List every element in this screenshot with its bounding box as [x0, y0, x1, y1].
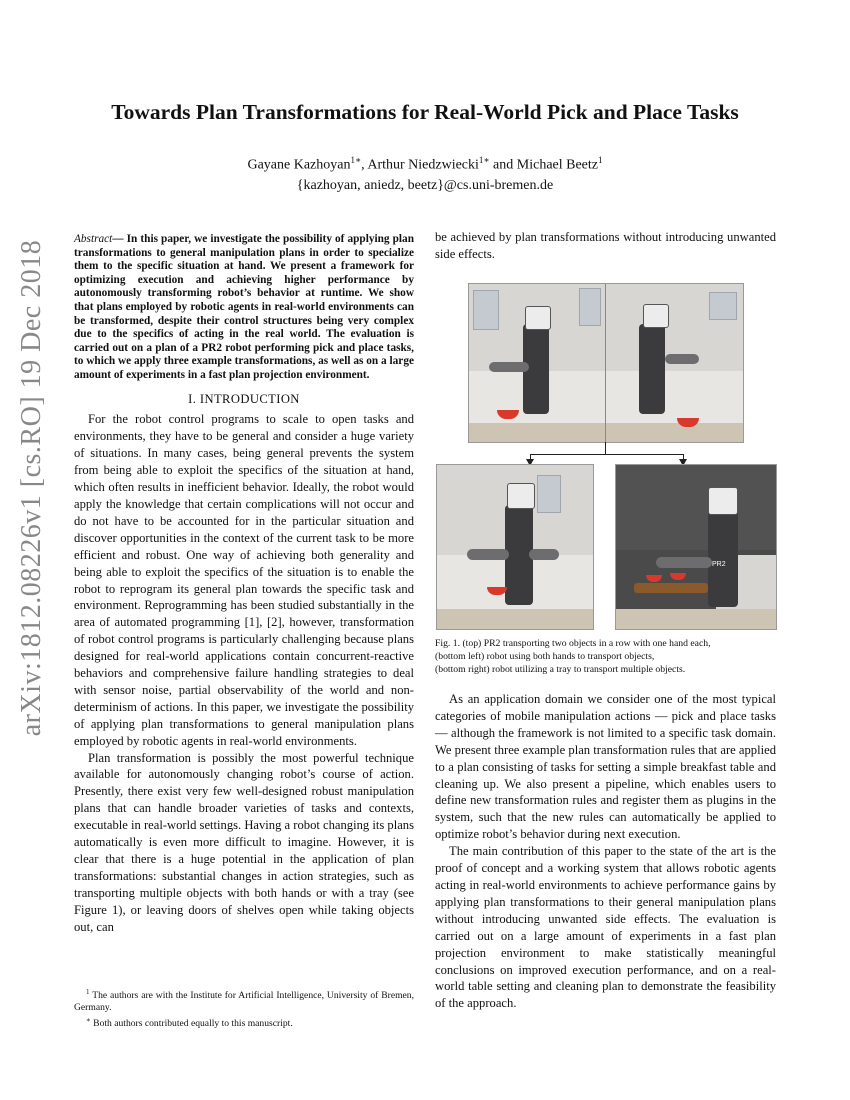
- author-name: Arthur Niedzwiecki: [367, 157, 479, 173]
- bowl-icon: [646, 575, 662, 582]
- author-affiliation-mark: 1: [598, 155, 603, 165]
- footnote-equal-contribution: ∗ Both authors contributed equally to this manuscript.: [86, 1016, 293, 1030]
- arxiv-identifier: arXiv:1812.08226v1 [cs.RO] 19 Dec 2018: [16, 239, 48, 737]
- left-column: [74, 233, 414, 936]
- right-column: [435, 229, 776, 263]
- author-block: [60, 150, 790, 196]
- intro-paragraph-1: For the robot control programs to scale to open tasks and environments, they have to be general and consider a huge variety of situations. In many cases, being general prevents the system from being able to exploit the specifics of the situation at hand, which often results in inefficient behavior. Ideally, the robot would apply the knowledge that certain complications will not occur and do not have to be accounted for in the particular situation and discover opportunities in the context of the current task to be more efficient and robust. One way of achieving both generality and being able to exploit the specifics of the situation is to enable the robot to reprogram its general plan towards the specific task and environment. Reprogramming has been studied substantially in the area of automated programming [1], [2], however, transformation of robot control programs is particularly challenging because plans designed for real-world applications contain concurrent-reactive behaviors and comprehensive failure handling strategies to deal with sensor noise, partial observability of the world and non-determinism of actions. In this paper, we investigate the possibility of applying plan transformations to general manipulation plans employed by robotic agents in real-world environments.: [74, 412, 414, 748]
- intro-paragraph-2-continued: be achieved by plan transformations without introducing unwanted side effects.: [435, 230, 776, 261]
- arrow-connector: [530, 454, 684, 455]
- figure-1-caption: Fig. 1. (top) PR2 transporting two objects in a row with one hand each, (bottom left) robot using both hands to transport objects, (bottom right) robot utilizing a tray to transport multiple objects.: [435, 638, 711, 676]
- intro-paragraph-3: As an application domain we consider one of the most typical categories of mobile manipulation actions — pick and place tasks — although the framework is not limited to a specific task domain. We present three example plan transformation rules that are applied to a plan consisting of tasks for setting a simple breakfast table and cleaning up. We also present a pipeline, which enables users to define new transformation rules and register them as plugins in the system, such that the new rules can automatically be applied to optimize robot’s behavior during next execution.: [435, 692, 776, 842]
- figure-photo-top: [468, 283, 744, 443]
- arxiv-sidebar-stamp: [4, 239, 60, 737]
- author-names: Gayane Kazhoyan$^{1∗}$, Arthur Niedzwiecki$^{1∗}$ and Michael Beetz$^1$: [247, 155, 603, 173]
- right-column-lower: [435, 691, 776, 1012]
- abstract-text: — In this paper, we investigate the possibility of applying plan transformations to general manipulation plans in order to specialize them to the specific situation at hand. We present a framework for optimizing execution and achieving higher performance by autonomously transforming robot’s behavior at runtime. We show that plans employed by robotic agents in real-world environments can be transformed, despite their control structures being very complex due to the specifics of acting in the real world. The evaluation is carried out on a plan of a PR2 robot performing pick and place tasks, to which we apply three example transformations, as well as on a large amount of experiments in a fast plan projection environment.: [74, 233, 414, 381]
- robot-label: PR2: [712, 561, 726, 568]
- author-affiliation-mark: 1∗: [478, 155, 490, 165]
- abstract: [74, 233, 414, 383]
- author-name: Gayane Kazhoyan: [247, 157, 351, 173]
- robot-icon: [639, 324, 665, 414]
- footnote-affiliation: $^1$ The authors are with the Institute for Artificial Intelligence, University of Bremen, Germany.: [74, 988, 414, 1014]
- footnotes: [74, 986, 414, 1030]
- figure-photo-bottom-right: [615, 464, 777, 630]
- author-emails: {kazhoyan, aniedz, beetz}@cs.uni-bremen.de: [296, 177, 554, 193]
- tray-icon: [634, 583, 708, 593]
- robot-icon: [708, 511, 738, 607]
- bowl-icon: [670, 573, 686, 580]
- section-heading-introduction: I. INTRODUCTION: [188, 391, 300, 406]
- author-name: Michael Beetz: [516, 157, 599, 173]
- abstract-label: Abstract: [74, 233, 113, 245]
- intro-paragraph-4: The main contribution of this paper to the state of the art is the proof of concept and a working system that allows robotic agents acting in real-world environments to achieve performance gains by applying plan transformations to their general manipulation plans without introducing unwanted side effects. The evaluation is carried out on a large amount of experiments in a fast plan projection environment to make statistically meaningful conclusions on improved execution performance, and on a real-world table setting and cleaning plan to demonstrate the feasibility of the approach.: [435, 844, 776, 1011]
- figure-photo-bottom-left: [436, 464, 594, 630]
- paper-title: Towards Plan Transformations for Real-World Pick and Place Tasks: [111, 100, 739, 124]
- author-affiliation-mark: 1∗: [350, 155, 362, 165]
- figure-1: [435, 281, 776, 631]
- intro-paragraph-2: Plan transformation is possibly the most powerful technique available for autonomously changing robot’s course of action. Presently, there exist very few well-designed robust manipulation plans that can handle broader varieties of tasks and contexts, executable in real-world settings. Having a robot changing its plans automatically is even more difficult to imagine. However, it is clear that there is a huge potential in the application of plan transformations: substantial changes in action strategies, such as transporting multiple objects with both hands or with a tray (see Figure 1), or leaving doors of shelves open while taking objects out, can: [74, 750, 414, 934]
- arrow-connector: [605, 442, 606, 454]
